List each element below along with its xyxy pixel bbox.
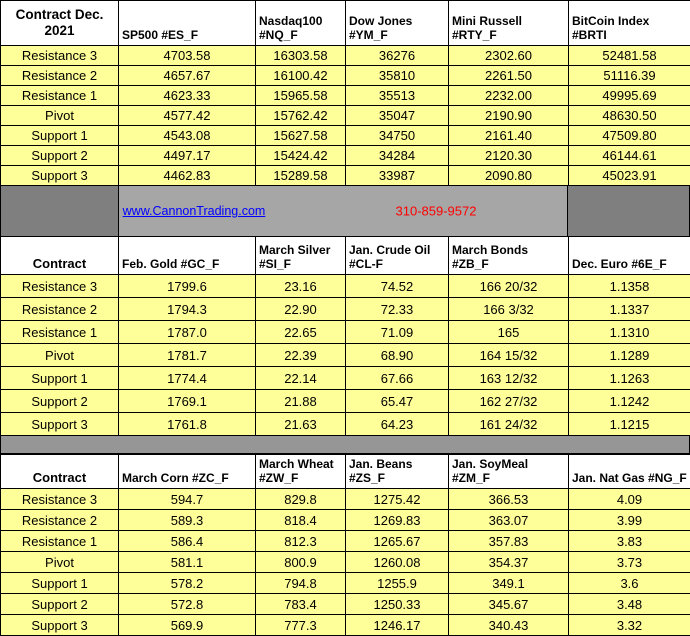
price-value: 72.33 [346, 298, 449, 321]
price-value: 4623.33 [119, 86, 256, 106]
price-value: 1799.6 [119, 275, 256, 298]
symbol-column-header: Dow Jones #YM_F [346, 1, 449, 46]
price-value: 163 12/32 [449, 367, 569, 390]
price-value: 1.1289 [569, 344, 690, 367]
table-row [1, 298, 690, 321]
table-row [1, 413, 690, 436]
price-value: 340.43 [449, 615, 569, 636]
price-value: 4577.42 [119, 106, 256, 126]
price-value: 1.1337 [569, 298, 690, 321]
price-value: 35047 [346, 106, 449, 126]
table-row [1, 66, 690, 86]
price-value: 354.37 [449, 552, 569, 573]
price-value: 1787.0 [119, 321, 256, 344]
contract-column-header: Contract [1, 237, 119, 275]
price-value: 3.48 [569, 594, 690, 615]
row-label: Resistance 1 [1, 86, 119, 106]
row-label: Support 3 [1, 413, 119, 436]
price-value: 162 27/32 [449, 390, 569, 413]
row-label: Support 2 [1, 146, 119, 166]
price-value: 2161.40 [449, 126, 569, 146]
table-row [1, 344, 690, 367]
row-label: Resistance 3 [1, 275, 119, 298]
price-value: 1269.83 [346, 510, 449, 531]
price-value: 4543.08 [119, 126, 256, 146]
symbol-column-header: Feb. Gold #GC_F [119, 237, 256, 275]
price-value: 777.3 [256, 615, 346, 636]
price-value: 818.4 [256, 510, 346, 531]
price-value: 594.7 [119, 489, 256, 510]
price-value: 15762.42 [256, 106, 346, 126]
table-row [1, 531, 690, 552]
price-value: 800.9 [256, 552, 346, 573]
price-value: 21.63 [256, 413, 346, 436]
price-value: 2261.50 [449, 66, 569, 86]
commodities-table [0, 236, 690, 436]
price-value: 1246.17 [346, 615, 449, 636]
banner-right-block [567, 186, 689, 236]
price-value: 3.6 [569, 573, 690, 594]
price-value: 22.39 [256, 344, 346, 367]
price-value: 1.1310 [569, 321, 690, 344]
price-value: 16303.58 [256, 46, 346, 66]
price-value: 45023.91 [569, 166, 690, 186]
banner-left-block [1, 186, 119, 236]
grains-header-row [1, 455, 690, 489]
price-value: 1.1242 [569, 390, 690, 413]
price-value: 15289.58 [256, 166, 346, 186]
symbol-column-header: SP500 #ES_F [119, 1, 256, 46]
price-value: 345.67 [449, 594, 569, 615]
price-value: 35810 [346, 66, 449, 86]
price-value: 164 15/32 [449, 344, 569, 367]
row-label: Support 2 [1, 594, 119, 615]
row-label: Resistance 3 [1, 489, 119, 510]
row-label: Resistance 2 [1, 66, 119, 86]
indices-header-row [1, 1, 690, 46]
contract-column-header: Contract [1, 455, 119, 489]
price-value: 74.52 [346, 275, 449, 298]
price-value: 4657.67 [119, 66, 256, 86]
table-row [1, 615, 690, 636]
price-value: 794.8 [256, 573, 346, 594]
price-value: 35513 [346, 86, 449, 106]
row-label: Support 3 [1, 615, 119, 636]
price-value: 23.16 [256, 275, 346, 298]
row-label: Support 1 [1, 126, 119, 146]
price-value: 1260.08 [346, 552, 449, 573]
symbol-column-header: March Wheat #ZW_F [256, 455, 346, 489]
table-row [1, 275, 690, 298]
table-row [1, 367, 690, 390]
table-row [1, 126, 690, 146]
price-value: 46144.61 [569, 146, 690, 166]
symbol-column-header: March Silver #SI_F [256, 237, 346, 275]
price-value: 3.99 [569, 510, 690, 531]
price-value: 349.1 [449, 573, 569, 594]
table-row [1, 321, 690, 344]
price-value: 49995.69 [569, 86, 690, 106]
indices-table [0, 0, 690, 186]
row-label: Support 1 [1, 367, 119, 390]
price-value: 15965.58 [256, 86, 346, 106]
price-value: 2120.30 [449, 146, 569, 166]
price-value: 1255.9 [346, 573, 449, 594]
price-value: 366.53 [449, 489, 569, 510]
row-label: Support 3 [1, 166, 119, 186]
price-value: 34284 [346, 146, 449, 166]
price-value: 161 24/32 [449, 413, 569, 436]
price-value: 48630.50 [569, 106, 690, 126]
price-value: 16100.42 [256, 66, 346, 86]
symbol-column-header: Jan. Beans #ZS_F [346, 455, 449, 489]
price-value: 572.8 [119, 594, 256, 615]
price-value: 1.1263 [569, 367, 690, 390]
table-row [1, 390, 690, 413]
price-value: 1.1215 [569, 413, 690, 436]
table-row [1, 510, 690, 531]
price-value: 51116.39 [569, 66, 690, 86]
price-value: 1250.33 [346, 594, 449, 615]
price-value: 71.09 [346, 321, 449, 344]
price-value: 1781.7 [119, 344, 256, 367]
price-value: 4703.58 [119, 46, 256, 66]
price-value: 3.83 [569, 531, 690, 552]
price-value: 363.07 [449, 510, 569, 531]
gray-divider [0, 436, 690, 454]
table-row [1, 573, 690, 594]
table-row [1, 166, 690, 186]
price-value: 829.8 [256, 489, 346, 510]
price-value: 578.2 [119, 573, 256, 594]
price-value: 3.73 [569, 552, 690, 573]
price-value: 4.09 [569, 489, 690, 510]
price-value: 33987 [346, 166, 449, 186]
price-value: 64.23 [346, 413, 449, 436]
price-value: 22.90 [256, 298, 346, 321]
table-row [1, 146, 690, 166]
row-label: Pivot [1, 552, 119, 573]
row-label: Resistance 1 [1, 531, 119, 552]
price-value: 52481.58 [569, 46, 690, 66]
price-value: 2232.00 [449, 86, 569, 106]
phone-number: 310-859-9572 [376, 204, 496, 219]
symbol-column-header: Jan. Crude Oil #CL-F [346, 237, 449, 275]
symbol-column-header: Jan. Nat Gas #NG_F [569, 455, 690, 489]
price-value: 15627.58 [256, 126, 346, 146]
row-label: Resistance 1 [1, 321, 119, 344]
symbol-column-header: Jan. SoyMeal #ZM_F [449, 455, 569, 489]
price-value: 1774.4 [119, 367, 256, 390]
price-value: 21.88 [256, 390, 346, 413]
price-value: 3.32 [569, 615, 690, 636]
price-value: 581.1 [119, 552, 256, 573]
price-value: 34750 [346, 126, 449, 146]
row-label: Pivot [1, 106, 119, 126]
symbol-column-header: BitCoin Index #BRTI [569, 1, 690, 46]
price-value: 22.14 [256, 367, 346, 390]
table-row [1, 106, 690, 126]
row-label: Support 2 [1, 390, 119, 413]
price-value: 65.47 [346, 390, 449, 413]
price-value: 357.83 [449, 531, 569, 552]
symbol-column-header: Mini Russell #RTY_F [449, 1, 569, 46]
price-value: 783.4 [256, 594, 346, 615]
price-value: 2302.60 [449, 46, 569, 66]
commodities-header-row [1, 237, 690, 275]
row-label: Resistance 3 [1, 46, 119, 66]
symbol-column-header: Dec. Euro #6E_F [569, 237, 690, 275]
row-label: Pivot [1, 344, 119, 367]
website-link[interactable]: www.CannonTrading.com [119, 204, 269, 218]
symbol-column-header: March Bonds #ZB_F [449, 237, 569, 275]
price-value: 569.9 [119, 615, 256, 636]
table-row [1, 489, 690, 510]
price-value: 36276 [346, 46, 449, 66]
symbol-column-header: March Corn #ZC_F [119, 455, 256, 489]
price-value: 589.3 [119, 510, 256, 531]
price-value: 165 [449, 321, 569, 344]
price-value: 68.90 [346, 344, 449, 367]
row-label: Resistance 2 [1, 510, 119, 531]
contact-banner [0, 186, 690, 236]
price-value: 166 3/32 [449, 298, 569, 321]
price-value: 15424.42 [256, 146, 346, 166]
price-value: 47509.80 [569, 126, 690, 146]
price-value: 166 20/32 [449, 275, 569, 298]
price-value: 586.4 [119, 531, 256, 552]
grains-table [0, 454, 690, 636]
price-value: 2090.80 [449, 166, 569, 186]
price-value: 1275.42 [346, 489, 449, 510]
price-value: 1.1358 [569, 275, 690, 298]
price-value: 1265.67 [346, 531, 449, 552]
symbol-column-header: Nasdaq100 #NQ_F [256, 1, 346, 46]
price-value: 1769.1 [119, 390, 256, 413]
contract-column-header: Contract Dec. 2021 [1, 1, 119, 46]
price-value: 4497.17 [119, 146, 256, 166]
table-row [1, 86, 690, 106]
price-value: 22.65 [256, 321, 346, 344]
row-label: Support 1 [1, 573, 119, 594]
row-label: Resistance 2 [1, 298, 119, 321]
price-value: 67.66 [346, 367, 449, 390]
price-value: 1761.8 [119, 413, 256, 436]
price-value: 2190.90 [449, 106, 569, 126]
price-value: 4462.83 [119, 166, 256, 186]
table-row [1, 552, 690, 573]
table-row [1, 46, 690, 66]
price-value: 812.3 [256, 531, 346, 552]
table-row [1, 594, 690, 615]
price-value: 1794.3 [119, 298, 256, 321]
